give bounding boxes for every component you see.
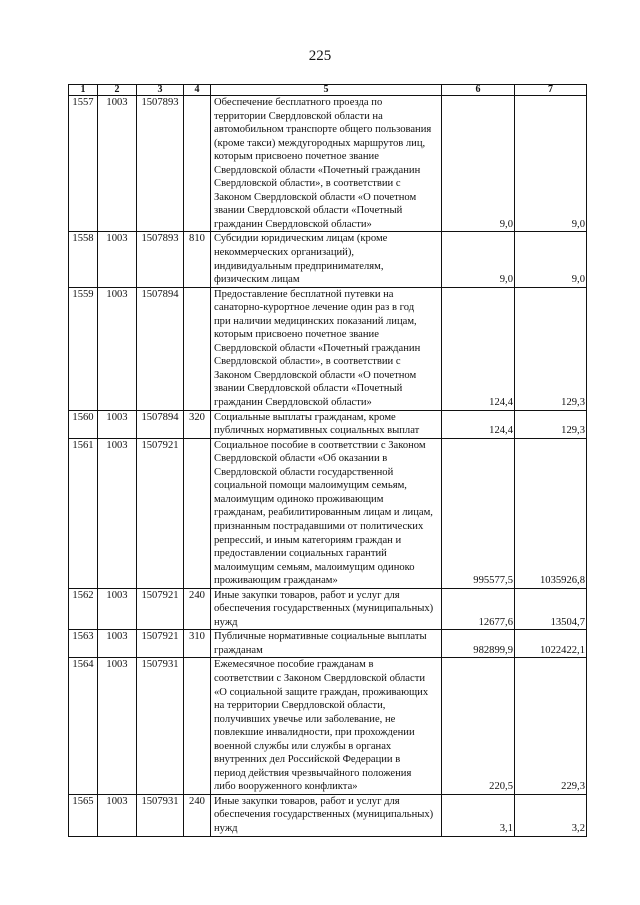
expense-type-cell: 320 — [184, 410, 211, 438]
section-code-cell: 1003 — [98, 96, 137, 232]
column-header: 6 — [442, 85, 515, 96]
expense-type-cell: 310 — [184, 630, 211, 658]
description-line: физическим лицам — [214, 274, 300, 286]
description-line: санаторно-курортное лечение один раз в год — [214, 302, 415, 314]
description-line: Иные закупки товаров, работ и услуг для — [214, 795, 400, 807]
description-line: малоимущим одиноко проживающим — [214, 493, 384, 505]
column-header: 3 — [137, 85, 184, 96]
description-line: некоммерческих организаций), — [214, 247, 355, 259]
description-line: Свердловской области «Почетный гражданин — [214, 164, 421, 176]
amount-year-1-cell: 12677,6 — [442, 588, 515, 630]
section-code-cell: 1003 — [98, 287, 137, 410]
target-article-cell: 1507894 — [137, 287, 184, 410]
description-line: обеспечения государственных (муниципальных) — [214, 809, 434, 821]
description-cell — [211, 658, 442, 794]
description-line: проживающим гражданам» — [214, 575, 338, 587]
description-line: Законом Свердловской области «О почетном — [214, 369, 417, 381]
table-row — [69, 438, 587, 588]
amount-year-1-cell: 982899,9 — [442, 630, 515, 658]
description-line: репрессий, и иным категориям граждан и — [214, 534, 402, 546]
description-line: гражданам — [214, 644, 263, 656]
row-number-cell: 1563 — [69, 630, 98, 658]
description-line: Иные закупки товаров, работ и услуг для — [214, 589, 400, 601]
column-header: 5 — [211, 85, 442, 96]
description-line: Обеспечение бесплатного проезда по — [214, 97, 383, 108]
expense-type-cell — [184, 658, 211, 794]
description-line: повлекшие инвалидности, при прохождении — [214, 727, 415, 739]
description-line: предоставлении социальных гарантий — [214, 548, 387, 560]
column-header: 1 — [69, 85, 98, 96]
target-article-cell: 1507921 — [137, 630, 184, 658]
amount-year-1-cell: 3,1 — [442, 794, 515, 836]
description-line: Свердловской области «Почетный гражданин — [214, 342, 421, 354]
description-cell — [211, 96, 442, 232]
amount-year-1-cell: 124,4 — [442, 287, 515, 410]
table-row — [69, 588, 587, 630]
table-row — [69, 96, 587, 232]
description-line: Свердловской области», в соответствии с — [214, 356, 401, 368]
description-cell — [211, 232, 442, 287]
section-code-cell: 1003 — [98, 658, 137, 794]
description-line: (кроме такси) междугородных маршрутов лиц, — [214, 137, 426, 149]
expense-type-cell — [184, 287, 211, 410]
row-number-cell: 1560 — [69, 410, 98, 438]
page-number: 225 — [308, 48, 332, 64]
amount-year-2-cell: 229,3 — [515, 658, 587, 794]
description-line: внутренних дел Российской Федерации в — [214, 754, 401, 766]
expense-type-cell — [184, 438, 211, 588]
description-cell — [211, 794, 442, 836]
description-line: которым присвоено почетное звание — [214, 151, 379, 163]
description-line: обеспечения государственных (муниципальных) — [214, 603, 434, 615]
table-row — [69, 658, 587, 794]
description-line: Социальные выплаты гражданам, кроме — [214, 411, 396, 423]
description-line: «О социальной защите граждан, проживающих — [214, 686, 429, 698]
amount-year-2-cell: 129,3 — [515, 410, 587, 438]
description-line: Свердловской области государственной — [214, 466, 394, 478]
section-code-cell: 1003 — [98, 588, 137, 630]
description-line: нужд — [214, 616, 238, 628]
description-line: Предоставление бесплатной путевки на — [214, 288, 394, 300]
description-line: которым присвоено почетное звание — [214, 329, 379, 341]
expense-type-cell: 240 — [184, 588, 211, 630]
target-article-cell: 1507893 — [137, 96, 184, 232]
description-cell — [211, 410, 442, 438]
description-cell — [211, 588, 442, 630]
description-line: территории Свердловской области на — [214, 110, 383, 122]
target-article-cell: 1507893 — [137, 232, 184, 287]
target-article-cell: 1507931 — [137, 794, 184, 836]
expense-type-cell: 240 — [184, 794, 211, 836]
column-header: 4 — [184, 85, 211, 96]
description-line: Свердловской области», в соответствии с — [214, 178, 401, 190]
description-line: гражданин Свердловской области» — [214, 397, 372, 409]
table-row — [69, 630, 587, 658]
target-article-cell: 1507931 — [137, 658, 184, 794]
section-code-cell: 1003 — [98, 438, 137, 588]
description-line: Субсидии юридическим лицам (кроме — [214, 233, 388, 245]
row-number-cell: 1557 — [69, 96, 98, 232]
row-number-cell: 1561 — [69, 438, 98, 588]
amount-year-1-cell: 9,0 — [442, 96, 515, 232]
amount-year-2-cell: 9,0 — [515, 232, 587, 287]
description-line: военной службы или службы в органах — [214, 740, 392, 752]
row-number-cell: 1565 — [69, 794, 98, 836]
amount-year-1-cell: 220,5 — [442, 658, 515, 794]
amount-year-2-cell: 3,2 — [515, 794, 587, 836]
table-row — [69, 232, 587, 287]
amount-year-2-cell: 129,3 — [515, 287, 587, 410]
description-line: либо вооруженного конфликта» — [214, 781, 358, 793]
amount-year-1-cell: 9,0 — [442, 232, 515, 287]
table-row — [69, 410, 587, 438]
amount-year-1-cell: 995577,5 — [442, 438, 515, 588]
description-line: на территории Свердловской области, — [214, 700, 386, 712]
description-line: период действия чрезвычайного положения — [214, 767, 412, 779]
table-body — [69, 96, 587, 837]
amount-year-2-cell: 1035926,8 — [515, 438, 587, 588]
description-line: Законом Свердловской области «О почетном — [214, 191, 417, 203]
row-number-cell: 1564 — [69, 658, 98, 794]
target-article-cell: 1507921 — [137, 588, 184, 630]
header-row — [69, 85, 587, 96]
amount-year-2-cell: 1022422,1 — [515, 630, 587, 658]
column-header: 7 — [515, 85, 587, 96]
description-line: Публичные нормативные социальные выплаты — [214, 631, 427, 643]
description-cell — [211, 287, 442, 410]
expense-type-cell — [184, 96, 211, 232]
table-row — [69, 794, 587, 836]
description-line: звании Свердловской области «Почетный — [214, 383, 403, 395]
amount-year-2-cell: 9,0 — [515, 96, 587, 232]
section-code-cell: 1003 — [98, 794, 137, 836]
description-line: Социальное пособие в соответствии с Законом — [214, 439, 426, 451]
column-header: 2 — [98, 85, 137, 96]
description-cell — [211, 630, 442, 658]
section-code-cell: 1003 — [98, 410, 137, 438]
description-line: получивших увечье или заболевание, не — [214, 713, 396, 725]
amount-year-1-cell: 124,4 — [442, 410, 515, 438]
target-article-cell: 1507894 — [137, 410, 184, 438]
description-line: автомобильном транспорте общего пользования — [214, 124, 432, 136]
target-article-cell: 1507921 — [137, 438, 184, 588]
section-code-cell: 1003 — [98, 232, 137, 287]
row-number-cell: 1562 — [69, 588, 98, 630]
description-line: Ежемесячное пособие гражданам в — [214, 659, 374, 671]
description-line: при наличии медицинских показаний лицам, — [214, 315, 417, 327]
description-line: нужд — [214, 822, 238, 834]
table-row — [69, 287, 587, 410]
description-line: индивидуальным предпринимателям, — [214, 260, 384, 272]
description-line: гражданам, реабилитированным лицам и лицам, — [214, 507, 433, 519]
budget-table — [68, 84, 587, 837]
row-number-cell: 1559 — [69, 287, 98, 410]
description-line: социальной помощи малоимущим семьям, — [214, 480, 407, 492]
description-line: Свердловской области «Об оказании в — [214, 453, 388, 465]
description-cell — [211, 438, 442, 588]
description-line: соответствии с Законом Свердловской области — [214, 672, 426, 684]
description-line: гражданин Свердловской области» — [214, 218, 372, 230]
expense-type-cell: 810 — [184, 232, 211, 287]
amount-year-2-cell: 13504,7 — [515, 588, 587, 630]
row-number-cell: 1558 — [69, 232, 98, 287]
description-line: малоимущим семьям, малоимущим одиноко — [214, 561, 415, 573]
description-line: признанным пострадавшими от политических — [214, 520, 424, 532]
section-code-cell: 1003 — [98, 630, 137, 658]
description-line: звании Свердловской области «Почетный — [214, 205, 403, 217]
description-line: публичных нормативных социальных выплат — [214, 425, 420, 437]
